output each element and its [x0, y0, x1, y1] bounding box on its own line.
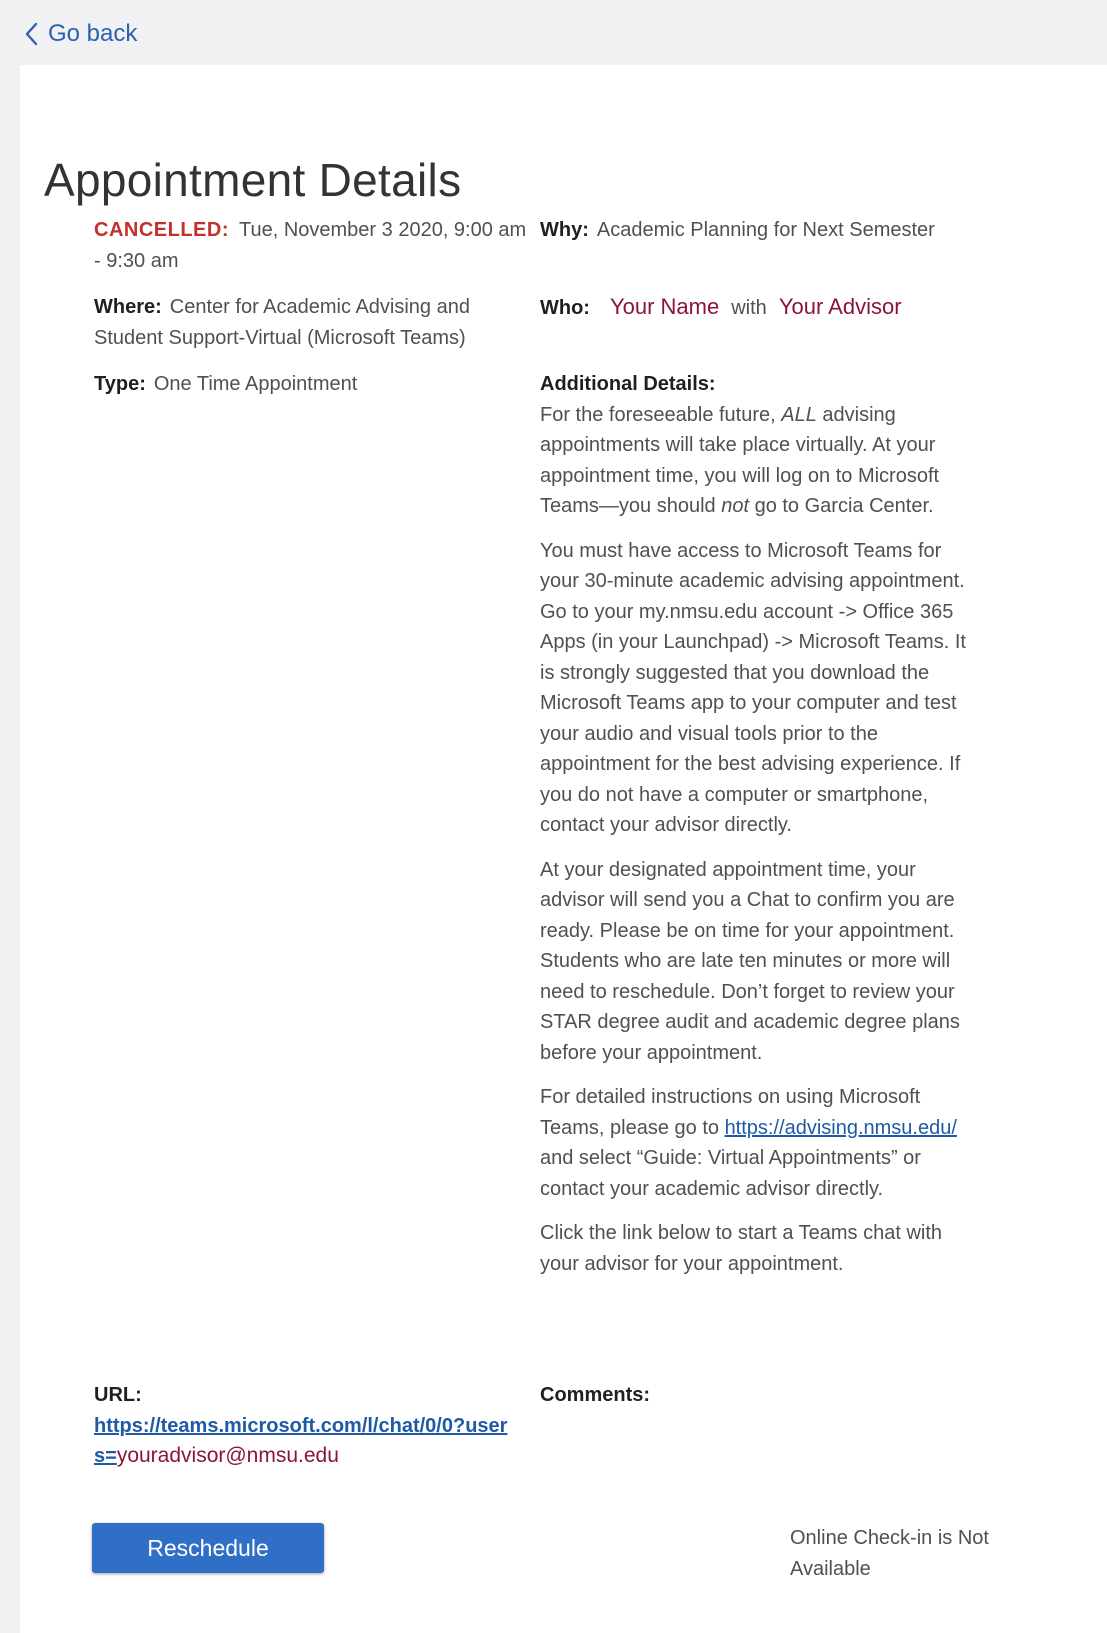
- appointment-datetime: Tue, November 3 2020, 9:00 am - 9:30 am: [94, 219, 527, 272]
- why-value: Academic Planning for Next Semester: [596, 219, 935, 241]
- type-label: Type:: [94, 373, 146, 395]
- go-back-link[interactable]: [24, 20, 137, 48]
- comments-field: [540, 1380, 940, 1411]
- type-value: One Time Appointment: [153, 373, 358, 395]
- url-label: URL:: [94, 1384, 142, 1406]
- url-field: [94, 1380, 514, 1472]
- chevron-left-icon: [24, 22, 38, 46]
- why-label: Why:: [540, 219, 589, 241]
- where-value: Center for Academic Advising and Student Support-Virtual (Microsoft Teams): [94, 296, 470, 349]
- student-name: Your Name: [609, 294, 720, 319]
- additional-details: [540, 369, 980, 1293]
- who-label: Who:: [540, 297, 590, 319]
- details-paragraph-4: For detailed instructions on using Microsoft Teams, please go to https://advising.nmsu.edu/ and select “Guide: Virtual Appointments” or contact your academic advisor directly.: [540, 1086, 957, 1200]
- checkin-status: Online Check-in is Not Available: [790, 1527, 989, 1580]
- page-title: Appointment Details: [44, 154, 462, 206]
- teams-chat-link[interactable]: https://teams.microsoft.com/l/chat/0/0?users=: [94, 1414, 508, 1467]
- why-field: [540, 215, 1000, 246]
- additional-details-label: Additional Details:: [540, 373, 716, 395]
- advising-link[interactable]: https://advising.nmsu.edu/: [724, 1116, 957, 1139]
- details-paragraph-2: You must have access to Microsoft Teams for your 30-minute academic advising appointment. Go to your my.nmsu.edu account -> Office 365 Apps (in your Launchpad) -> Microsoft Teams. It is strongly suggested that you download the Microsoft Teams app to your computer and test your audio and visual tools prior to the appointment for the best advising experience. If you do not have a computer or smartphone, contact your advisor directly.: [540, 539, 966, 836]
- when-field: [94, 215, 534, 276]
- status-badge: CANCELLED:: [94, 219, 229, 241]
- where-label: Where:: [94, 296, 162, 318]
- advisor-email: youradvisor@nmsu.edu: [116, 1444, 339, 1467]
- reschedule-button[interactable]: Reschedule: [92, 1523, 324, 1573]
- details-paragraph-3: At your designated appointment time, your advisor will send you a Chat to confirm you are ready. Please be on time for your appointment. Students who are late ten minutes or more will need to reschedule. Don’t forget to review your STAR degree audit and academic degree plans before your appointment.: [540, 858, 960, 1064]
- where-field: [94, 292, 514, 353]
- comments-label: Comments:: [540, 1384, 651, 1406]
- type-field: [94, 369, 514, 400]
- who-field: [540, 292, 1000, 324]
- go-back-label: Go back: [48, 20, 138, 47]
- page-edge: [1087, 65, 1107, 1633]
- advisor-name: Your Advisor: [778, 294, 902, 319]
- appointment-card: [20, 65, 1087, 1633]
- details-paragraph-5: Click the link below to start a Teams chat with your advisor for your appointment.: [540, 1222, 943, 1275]
- who-with: with: [731, 297, 767, 319]
- details-paragraph-1: For the foreseeable future, ALL advising appointments will take place virtually. At your appointment time, you will log on to Microsoft Teams—you should not go to Garcia Center.: [540, 403, 940, 517]
